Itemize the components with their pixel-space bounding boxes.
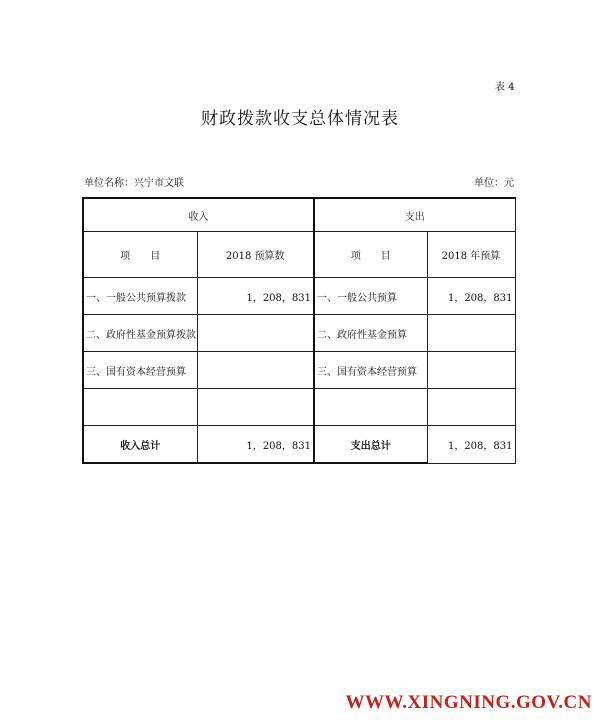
unit-name: 单位名称：兴宁市文联 bbox=[84, 178, 184, 189]
income-total-label: 收入总计 bbox=[83, 426, 197, 464]
expense-value bbox=[427, 315, 515, 352]
expense-total-value: 1，208，831 bbox=[427, 426, 515, 464]
expense-value bbox=[427, 389, 515, 426]
expense-item bbox=[314, 389, 427, 426]
unit-label: 单位：元 bbox=[474, 178, 514, 189]
income-item: 一、一般公共预算拨款 bbox=[83, 278, 197, 315]
col-expense-item: 项 目 bbox=[314, 232, 427, 278]
table-row bbox=[83, 315, 515, 352]
column-header-row bbox=[83, 232, 515, 278]
expense-total-label: 支出总计 bbox=[314, 426, 427, 464]
income-value bbox=[197, 352, 314, 389]
site-watermark: WWW.XINGNING.GOV.CN bbox=[345, 692, 592, 713]
income-total-value: 1，208，831 bbox=[197, 426, 314, 464]
table-row bbox=[83, 352, 515, 389]
col-income-budget: 2018 预算数 bbox=[197, 232, 314, 278]
table-row bbox=[83, 278, 515, 315]
expense-value bbox=[427, 352, 515, 389]
income-item: 二、政府性基金预算拨款 bbox=[83, 315, 197, 352]
expense-item: 一、一般公共预算 bbox=[314, 278, 427, 315]
income-item: 三、国有资本经营预算 bbox=[83, 352, 197, 389]
expense-value: 1，208，831 bbox=[427, 278, 515, 315]
expense-item: 三、国有资本经营预算 bbox=[314, 352, 427, 389]
income-header: 收入 bbox=[83, 198, 314, 232]
income-value bbox=[197, 315, 314, 352]
table-header-row bbox=[83, 198, 515, 232]
expense-item: 二、政府性基金预算 bbox=[314, 315, 427, 352]
page-title: 财政拨款收支总体情况表 bbox=[201, 109, 399, 129]
total-row bbox=[83, 426, 515, 464]
budget-table bbox=[82, 197, 516, 464]
table-row bbox=[83, 389, 515, 426]
income-value bbox=[197, 389, 314, 426]
expense-header: 支出 bbox=[314, 198, 515, 232]
income-value: 1，208，831 bbox=[197, 278, 314, 315]
table-number: 表 4 bbox=[495, 82, 515, 93]
col-income-item: 项 目 bbox=[83, 232, 197, 278]
col-expense-budget: 2018 年预算 bbox=[427, 232, 515, 278]
income-item bbox=[83, 389, 197, 426]
